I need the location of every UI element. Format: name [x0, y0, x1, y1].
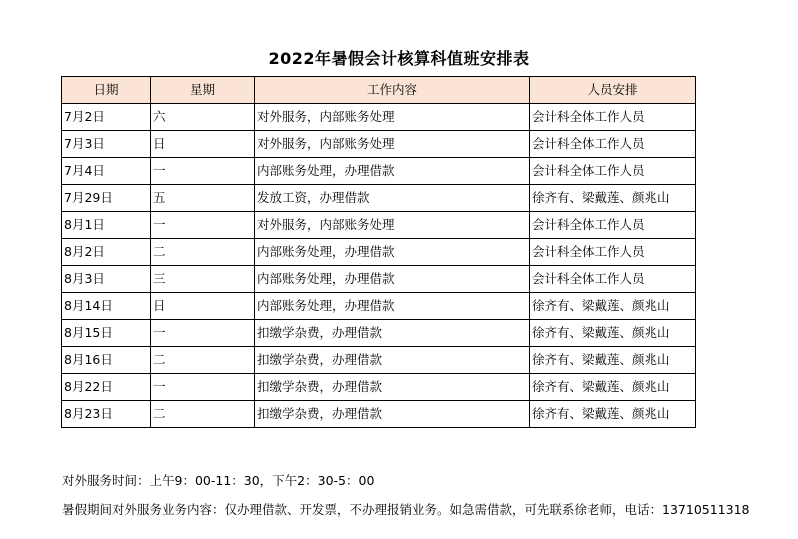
cell-staff: 徐齐有、梁戴莲、颜兆山 — [530, 401, 696, 428]
cell-weekday: 日 — [151, 293, 255, 320]
cell-date: 7月2日 — [62, 104, 151, 131]
table-row — [62, 293, 696, 320]
cell-weekday: 日 — [151, 131, 255, 158]
cell-weekday: 二 — [151, 239, 255, 266]
cell-date: 8月14日 — [62, 293, 151, 320]
table-row — [62, 401, 696, 428]
cell-staff: 会计科全体工作人员 — [530, 131, 696, 158]
page-title: 2022年暑假会计核算科值班安排表 — [268, 49, 530, 68]
cell-work-content: 内部账务处理，办理借款 — [255, 158, 530, 185]
cell-weekday: 一 — [151, 158, 255, 185]
cell-work-content: 扣缴学杂费，办理借款 — [255, 320, 530, 347]
cell-date: 7月4日 — [62, 158, 151, 185]
cell-weekday: 五 — [151, 185, 255, 212]
cell-work-content: 扣缴学杂费，办理借款 — [255, 374, 530, 401]
cell-date: 8月23日 — [62, 401, 151, 428]
table-row — [62, 239, 696, 266]
cell-weekday: 二 — [151, 347, 255, 374]
cell-date: 7月29日 — [62, 185, 151, 212]
cell-work-content: 扣缴学杂费，办理借款 — [255, 401, 530, 428]
cell-staff: 会计科全体工作人员 — [530, 239, 696, 266]
duty-schedule-table — [61, 76, 696, 428]
cell-work-content: 对外服务，内部账务处理 — [255, 131, 530, 158]
cell-work-content: 内部账务处理，办理借款 — [255, 266, 530, 293]
cell-weekday: 一 — [151, 320, 255, 347]
table-row — [62, 185, 696, 212]
table-row — [62, 320, 696, 347]
cell-staff: 会计科全体工作人员 — [530, 212, 696, 239]
cell-weekday: 一 — [151, 212, 255, 239]
cell-weekday: 二 — [151, 401, 255, 428]
cell-date: 7月3日 — [62, 131, 151, 158]
cell-weekday: 三 — [151, 266, 255, 293]
cell-staff: 会计科全体工作人员 — [530, 104, 696, 131]
table-row — [62, 347, 696, 374]
cell-work-content: 内部账务处理，办理借款 — [255, 239, 530, 266]
header-work-content: 工作内容 — [255, 77, 530, 104]
cell-weekday: 六 — [151, 104, 255, 131]
service-content-note: 暑假期间对外服务业务内容：仅办理借款、开发票，不办理报销业务。如急需借款，可先联系徐老师，电话：13710511318 — [62, 502, 750, 517]
cell-work-content: 内部账务处理，办理借款 — [255, 293, 530, 320]
table-row — [62, 131, 696, 158]
header-staff: 人员安排 — [530, 77, 696, 104]
cell-date: 8月15日 — [62, 320, 151, 347]
cell-date: 8月2日 — [62, 239, 151, 266]
cell-work-content: 对外服务，内部账务处理 — [255, 104, 530, 131]
cell-date: 8月22日 — [62, 374, 151, 401]
header-weekday: 星期 — [151, 77, 255, 104]
cell-staff: 徐齐有、梁戴莲、颜兆山 — [530, 347, 696, 374]
cell-date: 8月3日 — [62, 266, 151, 293]
table-row — [62, 104, 696, 131]
cell-date: 8月16日 — [62, 347, 151, 374]
cell-work-content: 扣缴学杂费，办理借款 — [255, 347, 530, 374]
service-hours-note: 对外服务时间：上午9：00-11：30，下午2：30-5：00 — [62, 473, 375, 488]
table-row — [62, 266, 696, 293]
header-date: 日期 — [62, 77, 151, 104]
table-row — [62, 158, 696, 185]
cell-date: 8月1日 — [62, 212, 151, 239]
cell-staff: 徐齐有、梁戴莲、颜兆山 — [530, 293, 696, 320]
table-row — [62, 374, 696, 401]
cell-weekday: 一 — [151, 374, 255, 401]
cell-staff: 会计科全体工作人员 — [530, 266, 696, 293]
table-row — [62, 212, 696, 239]
cell-work-content: 发放工资，办理借款 — [255, 185, 530, 212]
cell-staff: 徐齐有、梁戴莲、颜兆山 — [530, 374, 696, 401]
table-header-row — [62, 77, 696, 104]
cell-staff: 徐齐有、梁戴莲、颜兆山 — [530, 185, 696, 212]
cell-staff: 徐齐有、梁戴莲、颜兆山 — [530, 320, 696, 347]
cell-work-content: 对外服务，内部账务处理 — [255, 212, 530, 239]
cell-staff: 会计科全体工作人员 — [530, 158, 696, 185]
